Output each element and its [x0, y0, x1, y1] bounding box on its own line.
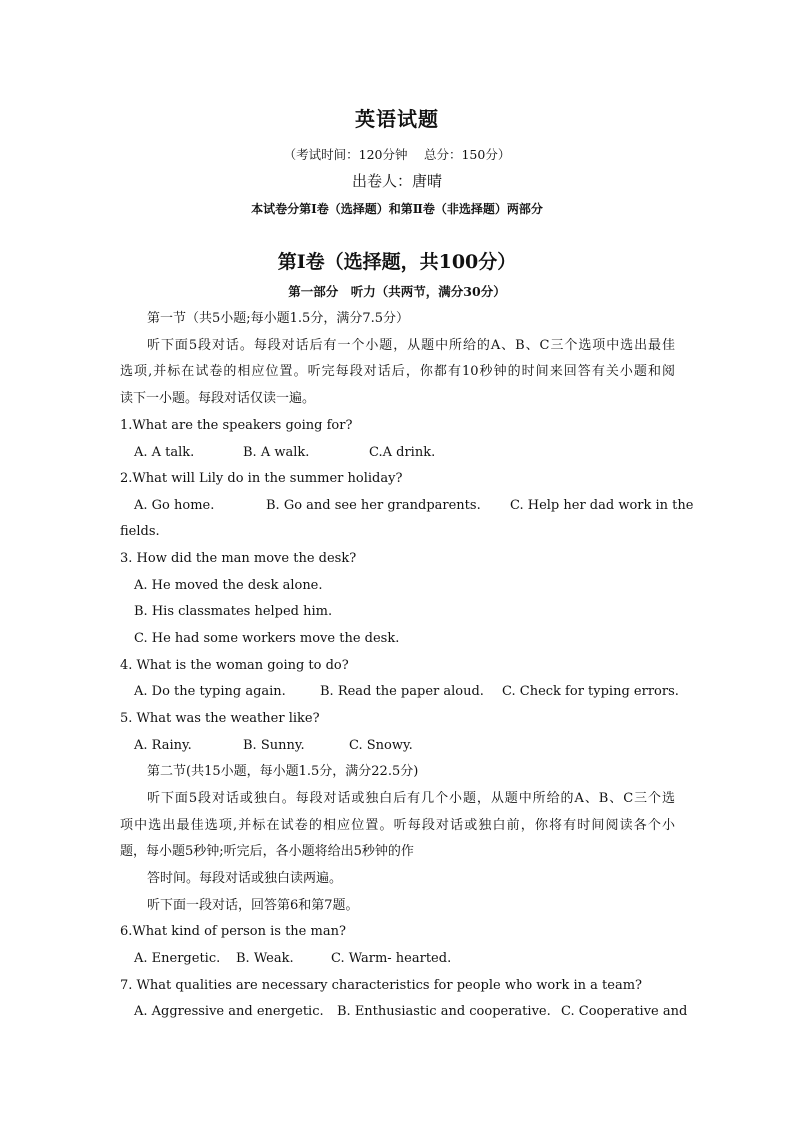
option-c: C. Help her dad work in the — [510, 498, 694, 513]
section2-instruction-line: 答时间。每段对话或独白读两遍。 — [147, 871, 343, 886]
question-stem: 1.What are the speakers going for? — [120, 418, 353, 433]
section1-instruction-line: 听下面5段对话。每段对话后有一个小题，从题中所给的A、B、C三个选项中选出最佳 — [147, 338, 675, 353]
option-c: C. He had some workers move the desk. — [134, 631, 400, 646]
volume1-title: 第Ⅰ卷（选择题，共100分） — [277, 251, 517, 273]
option-a: A. A talk. — [134, 445, 195, 460]
option-c: C.A drink. — [369, 445, 436, 460]
option-c: C. Cooperative and — [561, 1004, 688, 1019]
section2-heading: 第二节(共15小题，每小题1.5分，满分22.5分) — [147, 764, 419, 779]
section1-instruction-line: 读下一小题。每段对话仅读一遍。 — [120, 391, 316, 406]
option-a: A. Energetic. — [134, 951, 221, 966]
section2-instruction-line: 题，每小题5秒钟;听完后，各小题将给出5秒钟的作 — [120, 844, 414, 859]
question-stem: 3. How did the man move the desk? — [120, 551, 357, 566]
option-b: B. Go and see her grandparents. — [266, 498, 481, 513]
section2-instruction-line: 听下面5段对话或独白。每段对话或独白后有几个小题，从题中所给的A、B、C三个选 — [147, 791, 675, 806]
option-a: A. Aggressive and energetic. — [134, 1004, 324, 1019]
option-a: A. Do the typing again. — [134, 684, 286, 699]
part1-title: 第一部分 听力（共两节，满分30分） — [288, 284, 506, 299]
option-a: A. Go home. — [134, 498, 215, 513]
option-b: B. Enthusiastic and cooperative. — [337, 1004, 551, 1019]
exam-title: 英语试题 — [355, 107, 439, 131]
option-b: B. Sunny. — [243, 738, 305, 753]
option-c: C. Check for typing errors. — [502, 684, 679, 699]
option-c-continued: fields. — [120, 524, 160, 539]
question-stem: 5. What was the weather like? — [120, 711, 320, 726]
question-stem: 4. What is the woman going to do? — [120, 658, 349, 673]
exam-setter: 出卷人：唐晴 — [351, 172, 442, 190]
option-b: B. Weak. — [236, 951, 294, 966]
question-stem: 6.What kind of person is the man? — [120, 924, 346, 939]
section2-instruction-line: 项中选出最佳选项,并标在试卷的相应位置。听每段对话或独白前，你将有时间阅读各个小 — [120, 818, 675, 833]
section1-instruction-line: 选项,并标在试卷的相应位置。听完每段对话后，你都有10秒钟的时间来回答有关小题和阅 — [120, 364, 675, 379]
section1-heading: 第一节（共5小题;每小题1.5分，满分7.5分） — [147, 311, 409, 326]
option-a: A. He moved the desk alone. — [134, 578, 323, 593]
option-c: C. Warm- hearted. — [331, 951, 452, 966]
structure-note: 本试卷分第Ⅰ卷（选择题）和第Ⅱ卷（非选择题）两部分 — [251, 202, 543, 216]
question-stem: 7. What qualities are necessary characteristics for people who work in a team? — [120, 978, 642, 993]
question-stem: 2.What will Lily do in the summer holiday? — [120, 471, 403, 486]
option-c: C. Snowy. — [349, 738, 413, 753]
option-b: B. Read the paper aloud. — [320, 684, 484, 699]
exam-info: （考试时间：120分钟 总分：150分） — [283, 147, 511, 162]
option-b: B. A walk. — [243, 445, 310, 460]
option-a: A. Rainy. — [134, 738, 192, 753]
option-b: B. His classmates helped him. — [134, 604, 333, 619]
section2-sub-instruction: 听下面一段对话，回答第6和第7题。 — [147, 898, 359, 913]
